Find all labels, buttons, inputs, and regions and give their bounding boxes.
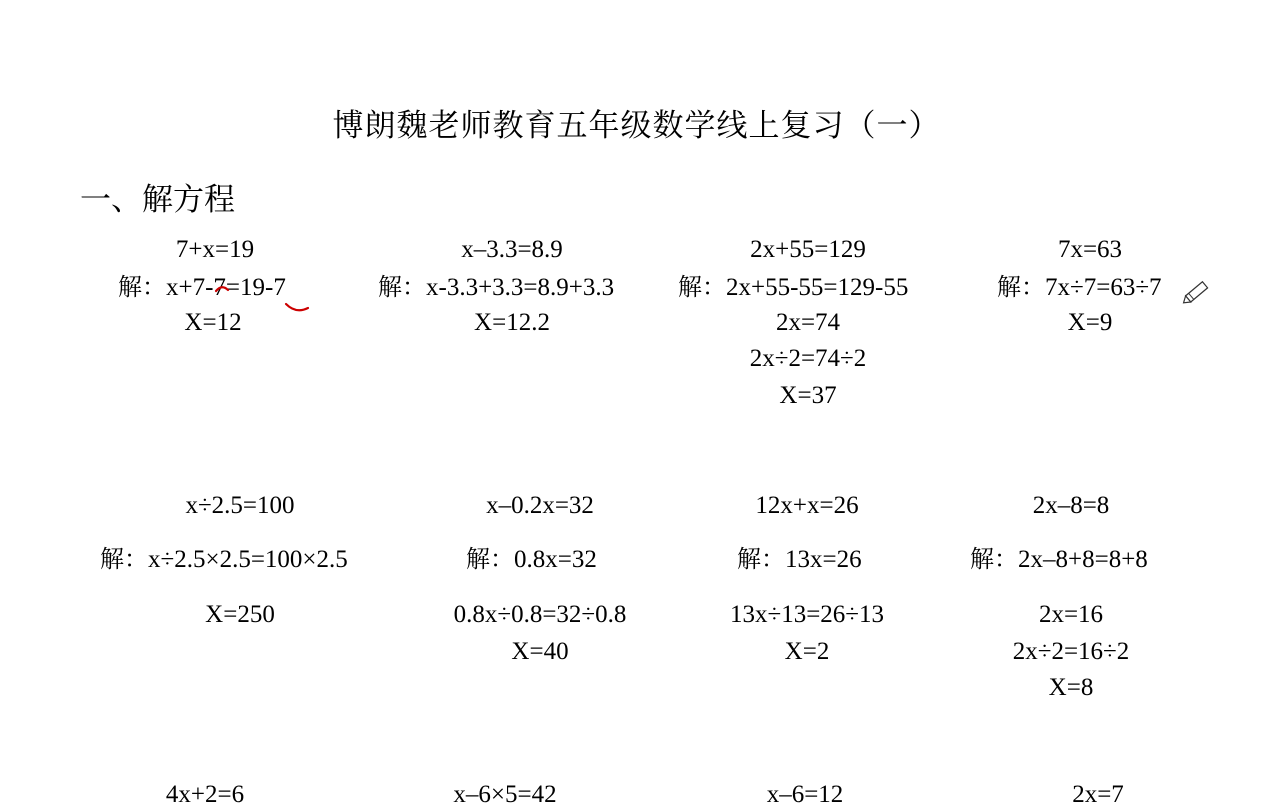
solve-step: x-3.3+3.3=8.9+3.3 [426,274,615,301]
solve-step: x+7-7=19-7 [166,274,286,301]
equation-8: 2x–8=8 [1032,492,1110,519]
pencil-cursor-icon [1180,276,1216,308]
answer-3: X=37 [779,382,837,409]
equation-7: 12x+x=26 [755,492,859,519]
solution-8 [970,544,1148,575]
step-8b: 2x÷2=16÷2 [1012,638,1130,665]
answer-7: X=2 [784,638,830,665]
equation-11: x–6=12 [766,781,844,808]
solve-step: 13x=26 [785,546,862,573]
solve-step: 2x–8+8=8+8 [1018,546,1148,573]
jie-label: 解： [466,545,514,573]
equation-10: x–6×5=42 [453,781,557,808]
equation-3: 2x+55=129 [750,236,866,263]
solution-2 [378,272,614,303]
solution-6 [466,544,597,575]
jie-label: 解： [737,545,785,573]
equation-2: x–3.3=8.9 [461,236,563,263]
answer-4: X=9 [1067,309,1113,336]
solution-3 [678,272,908,303]
step-3b: 2x÷2=74÷2 [749,345,867,372]
solve-step: x÷2.5×2.5=100×2.5 [148,546,348,573]
jie-label: 解： [378,273,426,301]
equation-4: 7x=63 [1057,236,1123,263]
equation-1: 7+x=19 [175,236,255,263]
answer-6: X=40 [511,638,569,665]
equation-9: 4x+2=6 [165,781,245,808]
answer-2: X=12.2 [474,309,550,336]
step-7a: 13x÷13=26÷13 [729,601,885,628]
solution-7 [737,544,862,575]
section-heading: 一、解方程 [80,182,235,218]
answer-8: X=8 [1048,674,1094,701]
jie-label: 解： [118,273,166,301]
answer-1: X=12 [184,309,242,336]
red-arc-mark [216,287,228,291]
equation-6: x–0.2x=32 [486,492,594,519]
solve-step: 7x÷7=63÷7 [1045,274,1162,301]
step-3a: 2x=74 [775,309,841,336]
jie-label: 解： [970,545,1018,573]
red-underline-mark [286,304,308,310]
page-title: 博朗魏老师教育五年级数学线上复习（一） [332,108,941,144]
answer-5: X=250 [205,601,275,628]
solve-step: 0.8x=32 [514,546,597,573]
step-6a: 0.8x÷0.8=32÷0.8 [453,601,627,628]
solution-5 [100,544,348,575]
step-8a: 2x=16 [1038,601,1104,628]
solve-step: 2x+55-55=129-55 [726,274,909,301]
jie-label: 解： [100,545,148,573]
handwritten-marks [210,278,320,318]
jie-label: 解： [678,273,726,301]
equation-12: 2x=7 [1072,781,1124,808]
jie-label: 解： [997,273,1045,301]
solution-4 [997,272,1162,303]
equation-5: x÷2.5=100 [185,492,295,519]
